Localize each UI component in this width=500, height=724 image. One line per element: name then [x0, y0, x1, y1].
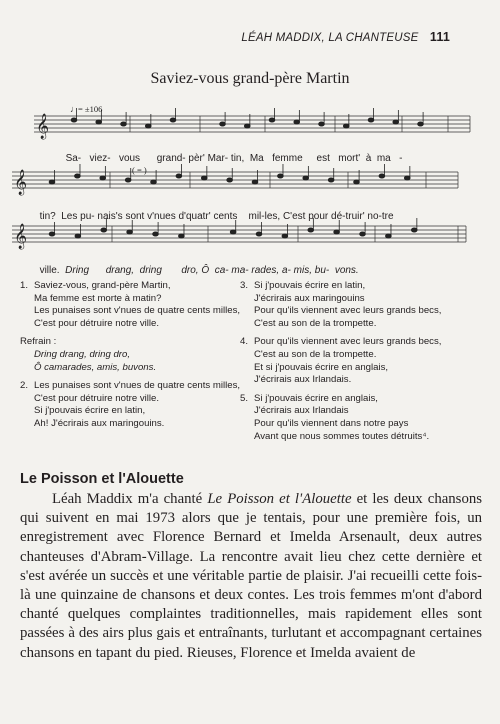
- lyric-syllable: Sa-: [65, 153, 82, 164]
- note-head: [127, 230, 133, 234]
- note-head: [278, 174, 284, 178]
- lyric-syllable: C'est: [282, 211, 306, 222]
- verse-number: 3.: [240, 280, 249, 291]
- lyric-syllable: mort': [338, 153, 361, 164]
- page-number: 111: [429, 30, 450, 44]
- note-head: [220, 122, 226, 126]
- lyric-syllable: v'nues: [147, 211, 176, 222]
- verses-left-column: [20, 280, 245, 437]
- note-head: [379, 174, 385, 178]
- note-head: [252, 180, 258, 184]
- note-head: [294, 120, 300, 124]
- note-head: [393, 120, 399, 124]
- lyric-syllable: mil-: [248, 211, 265, 222]
- refrain-line: Ô camarades, amis, buvons.: [34, 361, 157, 373]
- refrain-line: Dring drang, dring dro,: [34, 348, 130, 360]
- verse-number: 2.: [20, 380, 29, 392]
- refrain-label: Refrain :: [20, 336, 57, 348]
- note-head: [145, 124, 151, 128]
- verse-line: J'écrirais aux maringouins: [254, 292, 365, 304]
- lyric-syllable: ville.: [39, 265, 60, 276]
- lyrics-line-3: [34, 254, 359, 276]
- note-head: [256, 232, 262, 236]
- lyric-syllable: les,: [264, 211, 281, 222]
- lyric-syllable: Dring: [65, 265, 90, 276]
- note-head: [201, 176, 207, 180]
- lyric-syllable: mis,: [293, 265, 313, 276]
- verse-line: Si j'pouvais écrire en latin,: [254, 280, 366, 291]
- note-head: [125, 178, 131, 182]
- verse-3: [240, 280, 485, 330]
- lyric-syllable: d'quatr': [178, 211, 211, 222]
- lyric-syllable: -: [399, 153, 403, 164]
- verse-line: Ma femme est morte à matin?: [34, 292, 162, 304]
- note-head: [328, 178, 334, 182]
- lyric-syllable: grand-: [156, 153, 186, 164]
- note-head: [151, 180, 157, 184]
- music-score: [0, 0, 500, 280]
- body-text-start: Léah Maddix m'a chanté: [52, 491, 208, 507]
- note-head: [334, 230, 340, 234]
- treble-clef: 𝄞: [14, 223, 28, 248]
- note-head: [343, 124, 349, 128]
- verse-line: Les punaises sont v'nues de quatre cents milles,: [34, 380, 241, 392]
- note-head: [227, 178, 233, 182]
- note-head: [170, 118, 176, 122]
- verse-4: [240, 336, 485, 386]
- lyric-syllable: Mar-: [207, 153, 229, 164]
- note-head: [360, 232, 366, 236]
- lyrics-line-2: [34, 200, 394, 222]
- note-head: [303, 176, 309, 180]
- note-head: [100, 176, 106, 180]
- lyric-syllable: ma-: [231, 265, 249, 276]
- note-head: [368, 118, 374, 122]
- lyric-syllable: truir': [345, 211, 365, 222]
- lyric-syllable: Ma: [249, 153, 264, 164]
- note-head: [282, 234, 288, 238]
- lyric-syllable: sont: [125, 211, 145, 222]
- lyrics-line-1: [60, 142, 402, 164]
- note-head: [308, 228, 314, 232]
- lyric-syllable: a-: [281, 265, 291, 276]
- note-head: [49, 180, 55, 184]
- note-head: [121, 122, 127, 126]
- lyric-syllable: nais's: [97, 211, 123, 222]
- lyric-syllable: Les: [61, 211, 78, 222]
- verse-line: Les punaises sont v'nues de quatre cents milles,: [34, 305, 241, 317]
- tempo-marking: ♩: [70, 104, 79, 114]
- verse-2: [20, 380, 245, 430]
- note-head: [179, 234, 185, 238]
- body-text-rest: et les deux chansons qui suivent en mai 1973 alors que je tentais, pour une première fois, un enregistrement avec Florence Bernard et Imelda Arsenault, deux autres chanteuses d'Abram-Village. La rencontre avait lieu chez cette dernière et s'est avérée un succès et une véritable partie de plaisir. J'ai recueilli cette fois-là une quinzaine de chansons et deux contes. Les trois femmes m'ont d'abord chanté quelques complaintes traditionnelles, mais rapidement elles sont passées à des airs plus gais et entraînants, turlutant et accompagnant certaines chansons en tapant du pied. Rieuses, Florence et Imelda avaient de: [20, 491, 482, 661]
- lyric-syllable: bu-: [314, 265, 330, 276]
- note-head: [96, 120, 102, 124]
- verse-line: Avant que nous sommes toutes détruits⁴.: [254, 430, 430, 442]
- verse-line: J'écrirais aux Irlandais: [254, 405, 349, 417]
- treble-clef: 𝄞: [14, 169, 28, 194]
- lyric-syllable: vous: [118, 153, 141, 164]
- lyric-syllable: à: [365, 153, 372, 164]
- verse-line: Pour qu'ils viennent avec leurs grands becs,: [254, 336, 442, 348]
- verse-line: Et si j'pouvais écrire en anglais,: [254, 361, 389, 373]
- note-head: [319, 122, 325, 126]
- lyric-syllable: tin?: [39, 211, 56, 222]
- lyric-syllable: Ô: [201, 265, 210, 276]
- lyric-syllable: pour: [308, 211, 329, 222]
- lyric-syllable: est: [316, 153, 330, 164]
- lyric-syllable: drang,: [105, 265, 135, 276]
- verse-number: 1.: [20, 280, 29, 291]
- lyric-syllable: no-: [367, 211, 382, 222]
- note-head: [386, 234, 392, 238]
- verse-line: C'est au son de la trompette.: [254, 348, 377, 360]
- verse-line: Ah! J'écrirais aux maringouins.: [34, 417, 165, 429]
- lyric-syllable: dro,: [181, 265, 199, 276]
- note-head: [244, 124, 250, 128]
- verse-line: Si j'pouvais écrire en anglais,: [254, 392, 378, 404]
- note-head: [418, 122, 424, 126]
- verse-line: Pour qu'ils viennent dans notre pays: [254, 417, 409, 429]
- refrain: [20, 336, 245, 374]
- body-paragraph: [20, 490, 482, 663]
- verse-line: Pour qu'ils viennent avec leurs grands becs,: [254, 305, 442, 317]
- lyric-syllable: femme: [272, 153, 303, 164]
- verse-1: [20, 280, 245, 330]
- verse-number: 4.: [240, 336, 249, 348]
- lyric-syllable: vons.: [334, 265, 359, 276]
- song-title-italic: Le Poisson et l'Alouette: [207, 491, 352, 507]
- verse-line: C'est pour détruire notre ville.: [34, 392, 160, 404]
- running-title: LÉAH MADDIX, LA CHANTEUSE: [241, 32, 419, 44]
- verse-number: 5.: [240, 392, 249, 404]
- note-head: [75, 174, 81, 178]
- verse-5: [240, 393, 485, 443]
- note-head: [176, 174, 182, 178]
- verse-line: Saviez-vous, grand-père Martin,: [34, 280, 171, 291]
- note-head: [404, 176, 410, 180]
- lyric-syllable: pèr': [188, 153, 205, 164]
- note-head: [49, 232, 55, 236]
- section-title: Le Poisson et l'Alouette: [20, 471, 184, 487]
- lyric-syllable: ma: [376, 153, 391, 164]
- lyric-syllable: tin,: [230, 153, 245, 164]
- note-head: [269, 118, 275, 122]
- lyric-syllable: tre: [381, 211, 394, 222]
- tempo-value: = ±106: [78, 104, 103, 114]
- note-head: [101, 228, 107, 232]
- song-title: Saviez-vous grand-père Martin: [150, 70, 350, 87]
- lyric-syllable: cents: [213, 211, 238, 222]
- lyric-syllable: dé-: [331, 211, 346, 222]
- lyric-syllable: dring: [139, 265, 162, 276]
- lyric-syllable: rades,: [251, 265, 280, 276]
- lyric-syllable: pu-: [80, 211, 95, 222]
- verses-right-column: [240, 280, 485, 449]
- verse-line: J'écrirais aux Irlandais.: [254, 374, 352, 386]
- tempo-change: ( = ): [132, 165, 147, 175]
- note-head: [411, 228, 417, 232]
- note-head: [354, 180, 360, 184]
- treble-clef: 𝄞: [36, 113, 50, 138]
- verse-line: C'est pour détruire notre ville.: [34, 317, 160, 329]
- verse-line: C'est au son de la trompette.: [254, 317, 377, 329]
- note-head: [230, 230, 236, 234]
- note-head: [75, 234, 81, 238]
- lyric-syllable: ca-: [214, 265, 229, 276]
- note-head: [153, 232, 159, 236]
- verse-line: Si j'pouvais écrire en latin,: [34, 405, 146, 417]
- lyric-syllable: viez-: [89, 153, 111, 164]
- note-head: [71, 118, 77, 122]
